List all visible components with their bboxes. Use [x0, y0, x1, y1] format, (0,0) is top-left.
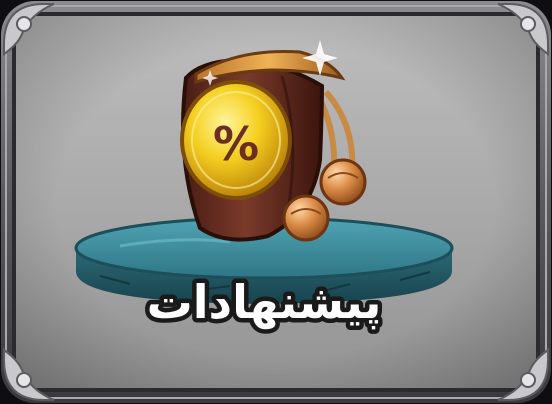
tile-title: پیشنهادات: [146, 275, 382, 329]
percent-badge: [182, 82, 290, 198]
percent-symbol: %: [212, 117, 260, 171]
